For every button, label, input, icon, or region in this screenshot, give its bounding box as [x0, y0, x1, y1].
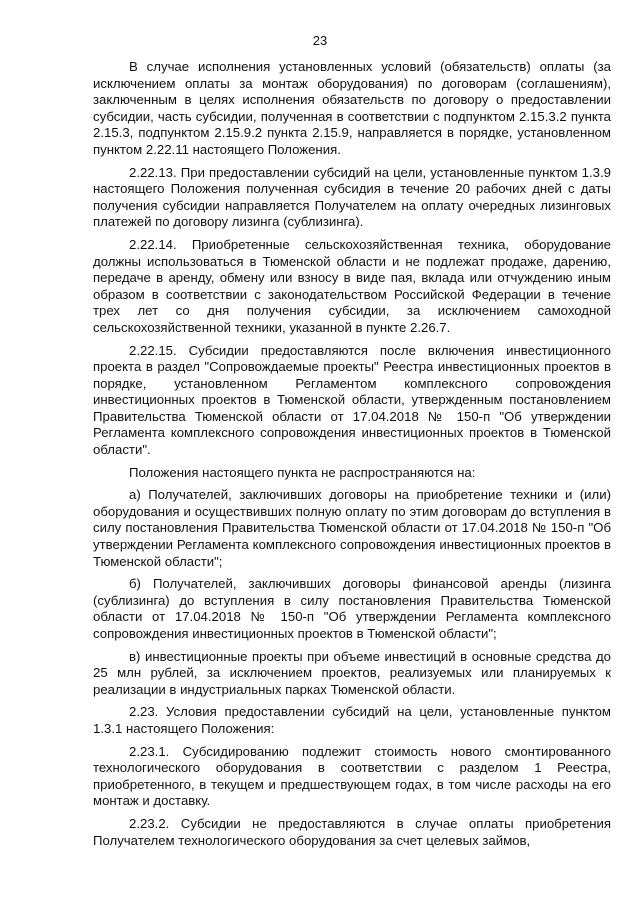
paragraph-2-23-2: 2.23.2. Субсидии не предоставляются в случае оплаты приобретения Получателем технологического оборудования за счет целевых займов, — [93, 815, 611, 848]
paragraph-2-22-13: 2.22.13. При предоставлении субсидий на цели, установленные пунктом 1.3.9 настоящего Положения полученная субсидия в течение 20 рабочих дней с даты получения субсидии направляется Получателем на оплату очередных лизинговых платежей по договору лизинга (сублизинга). — [93, 164, 611, 230]
paragraph-2-22-14: 2.22.14. Приобретенные сельскохозяйственная техника, оборудование должны использоваться в Тюменской области и не подлежат продаже, дарению, передаче в аренду, обмену или взносу в виде пая, вклада или отчуждению иным образом в соответствии с законодательством Российской Федерации в течение трех лет со дня получения субсидии, за исключением самоходной сельскохозяйственной техники, указанной в пункте 2.26.7. — [93, 236, 611, 335]
paragraph-exception-b: б) Получателей, заключивших договоры финансовой аренды (лизинга (сублизинга) до вступления в силу постановления Правительства Тюменской области от 17.04.2018 № 150-п "Об утверждении Регламента комплексного сопровождения инвестиционных проектов в Тюменской области"; — [93, 576, 611, 641]
document-body — [93, 59, 611, 855]
paragraph-payment-conditions: В случае исполнения установленных условий (обязательств) оплаты (за исключением оплаты за монтаж оборудования) по договорам (соглашениям), заключенным в целях исполнения обязательств по договору о предоставлении субсидии, часть субсидии, полученная в соответствии с подпунктом 2.15.3.2 пункта 2.15.3, подпунктом 2.15.9.2 пункта 2.15.9, направляется в порядке, установленном пунктом 2.22.11 настоящего Положения. — [93, 59, 611, 157]
paragraph-exception-a: а) Получателей, заключивших договоры на приобретение техники и (или) оборудования и осуществивших полную оплату по этим договорам до вступления в силу постановления Правительства Тюменской области от 17.04.2018 № 150-п "Об утверждении Регламента комплексного сопровождения инвестиционных проектов в Тюменской области"; — [93, 487, 611, 569]
paragraph-2-23: 2.23. Условия предоставлении субсидий на цели, установленные пунктом 1.3.1 настоящего Положения: — [93, 704, 611, 736]
paragraph-2-23-1: 2.23.1. Субсидированию подлежит стоимость нового смонтированного технологического оборудования в соответствии с разделом 1 Реестра, приобретенного, в текущем и предшествующем годах, в том числе расходы на его монтаж и доставку. — [93, 743, 611, 809]
page-number: 23 — [312, 33, 328, 48]
paragraph-exceptions-intro: Положения настоящего пункта не распространяются на: — [129, 464, 476, 480]
paragraph-2-22-15: 2.22.15. Субсидии предоставляются после включения инвестиционного проекта в раздел "Сопровождаемые проекты" Реестра инвестиционных проектов в порядке, установленном Регламентом комплексного сопровождения инвестиционных проектов в Тюменской области, утвержденным постановлением Правительства Тюменской области от 17.04.2018 № 150-п "Об утверждении Регламента комплексного сопровождения инвестиционных проектов в Тюменской области". — [93, 342, 611, 458]
paragraph-exception-v: в) инвестиционные проекты при объеме инвестиций в основные средства до 25 млн рублей, за исключением проектов, реализуемых или планируемых к реализации в индустриальных парках Тюменской области. — [93, 648, 611, 697]
